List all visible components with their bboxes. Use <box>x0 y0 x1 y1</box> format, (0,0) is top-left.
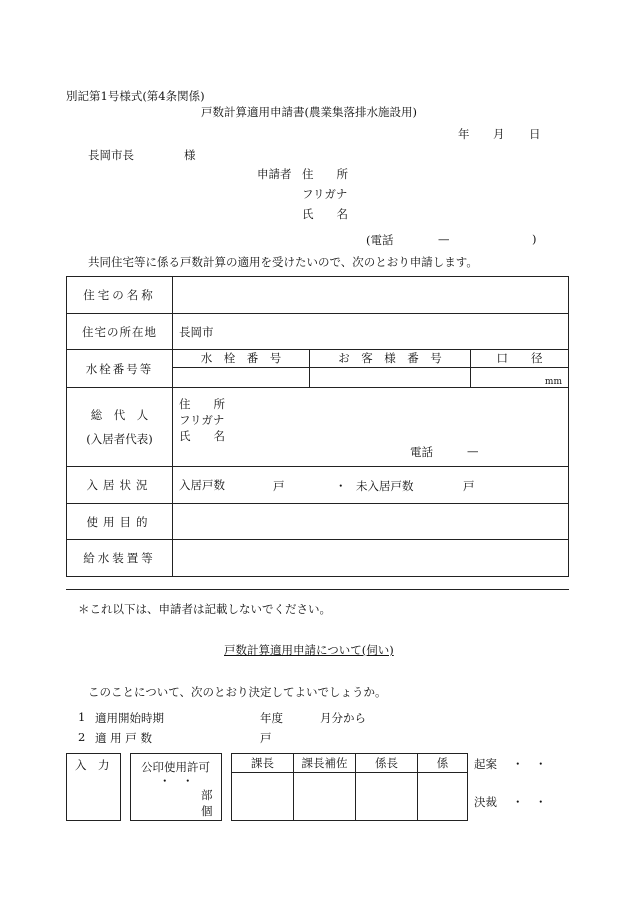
addressee-suffix: 様 <box>184 148 196 162</box>
item2-number: 2 <box>78 730 86 744</box>
applicant-phone-dash: — <box>438 232 450 246</box>
row-label-purpose: 使用目的 <box>67 504 173 540</box>
row-label-occupancy: 入居状況 <box>67 467 173 504</box>
item2-label: 適 用 戸 数 <box>95 731 152 745</box>
water-supply-field[interactable] <box>173 540 569 577</box>
input-label: 入 力 <box>75 758 110 772</box>
section-chief-stamp[interactable] <box>232 773 294 821</box>
applicant-name-label: 氏 名 <box>302 207 348 221</box>
rep-furigana-label: フリガナ <box>179 413 225 427</box>
subsection-chief-stamp[interactable] <box>356 773 418 821</box>
faucet-number-header: 水 栓 番 号 <box>173 350 310 367</box>
date-day: 日 <box>529 127 541 141</box>
office-use-note: ＊これ以下は、申請者は記載しないでください。 <box>78 602 331 616</box>
rep-phone-label: 電話 <box>410 445 433 459</box>
subsection-chief-header: 係長 <box>356 754 418 773</box>
staff-header: 係 <box>418 754 468 773</box>
representative-field[interactable] <box>173 388 569 467</box>
purpose-field[interactable] <box>173 504 569 540</box>
row-label-faucet-number: 水栓番号等 <box>67 350 173 388</box>
assistant-chief-header: 課長補佐 <box>294 754 356 773</box>
separator-line <box>66 589 569 590</box>
faucet-number-field[interactable] <box>173 367 310 387</box>
applicant-phone-close: ) <box>532 232 537 246</box>
caliber-header: 口 径 <box>471 350 569 367</box>
date-year: 年 <box>458 127 470 141</box>
assistant-chief-stamp[interactable] <box>294 773 356 821</box>
occupied-units-label: 入居戸数 <box>179 478 225 492</box>
applicant-role: 申請者 <box>257 167 292 181</box>
table-row <box>67 388 569 467</box>
row-label-residence-location: 住宅の所在地 <box>67 314 173 350</box>
vacant-units-label: 未入居戸数 <box>356 479 414 493</box>
item1-label: 適用開始時期 <box>95 711 164 725</box>
approval-stamp-table <box>231 753 468 821</box>
decision-label: 決裁 <box>474 795 497 809</box>
occupancy-separator: ・ <box>335 479 347 493</box>
seal-permit-box[interactable] <box>130 753 222 821</box>
representative-sublabel: (入居者代表) <box>86 432 153 446</box>
item1-number: 1 <box>78 710 86 724</box>
decision-date-dots: ・ ・ <box>512 795 547 809</box>
rep-name-label: 氏 名 <box>179 429 225 443</box>
row-label-water-supply: 給水装置等 <box>67 540 173 577</box>
applicant-phone-open: (電話 <box>366 233 394 247</box>
date-month: 月 <box>493 127 505 141</box>
vacant-units-unit: 戸 <box>463 479 475 493</box>
occupancy-field[interactable] <box>173 467 569 504</box>
input-box[interactable] <box>66 753 121 821</box>
intro-text: 共同住宅等に係る戸数計算の適用を受けたいので、次のとおり申請します。 <box>88 255 478 269</box>
application-table <box>66 276 569 577</box>
form-number: 別記第1号様式(第4条関係) <box>66 89 205 103</box>
draft-label: 起案 <box>474 757 497 771</box>
seal-dept-label: 部 <box>201 788 213 802</box>
representative-label: 総 代 人 <box>90 408 149 422</box>
table-row <box>67 277 569 314</box>
caliber-unit: mm <box>544 377 562 387</box>
section-chief-header: 課長 <box>232 754 294 773</box>
inquiry-intro: このことについて、次のとおり決定してよいでしょうか。 <box>88 685 387 699</box>
faucet-subtable <box>173 350 568 387</box>
item1-month: 月分から <box>320 711 366 725</box>
seal-permit-dots: ・ ・ <box>159 774 194 788</box>
draft-date-dots: ・ ・ <box>512 757 547 771</box>
occupied-units-unit: 戸 <box>273 479 285 493</box>
rep-phone-dash: — <box>467 444 479 458</box>
table-row <box>67 350 569 388</box>
addressee: 長岡市長 <box>88 148 134 162</box>
residence-location-field[interactable]: 長岡市 <box>173 314 569 350</box>
customer-number-header: お 客 様 番 号 <box>310 350 471 367</box>
applicant-address-label: 住 所 <box>302 167 348 181</box>
item2-unit: 戸 <box>260 731 272 745</box>
caliber-field[interactable] <box>471 367 569 387</box>
staff-stamp[interactable] <box>418 773 468 821</box>
residence-name-field[interactable] <box>173 277 569 314</box>
table-row <box>67 467 569 504</box>
seal-permit-label: 公印使用許可 <box>141 760 210 774</box>
customer-number-field[interactable] <box>310 367 471 387</box>
inquiry-title: 戸数計算適用申請について(伺い) <box>224 643 394 657</box>
seal-copies-label: 個 <box>201 804 213 818</box>
table-row <box>67 504 569 540</box>
row-label-residence-name: 住宅の名称 <box>67 277 173 314</box>
applicant-furigana-label: フリガナ <box>302 187 348 201</box>
row-label-representative <box>67 388 173 467</box>
table-row <box>67 540 569 577</box>
table-row <box>67 314 569 350</box>
rep-address-label: 住 所 <box>179 397 225 411</box>
item1-year: 年度 <box>260 711 283 725</box>
page-title: 戸数計算適用申請書(農業集落排水施設用) <box>201 105 417 119</box>
